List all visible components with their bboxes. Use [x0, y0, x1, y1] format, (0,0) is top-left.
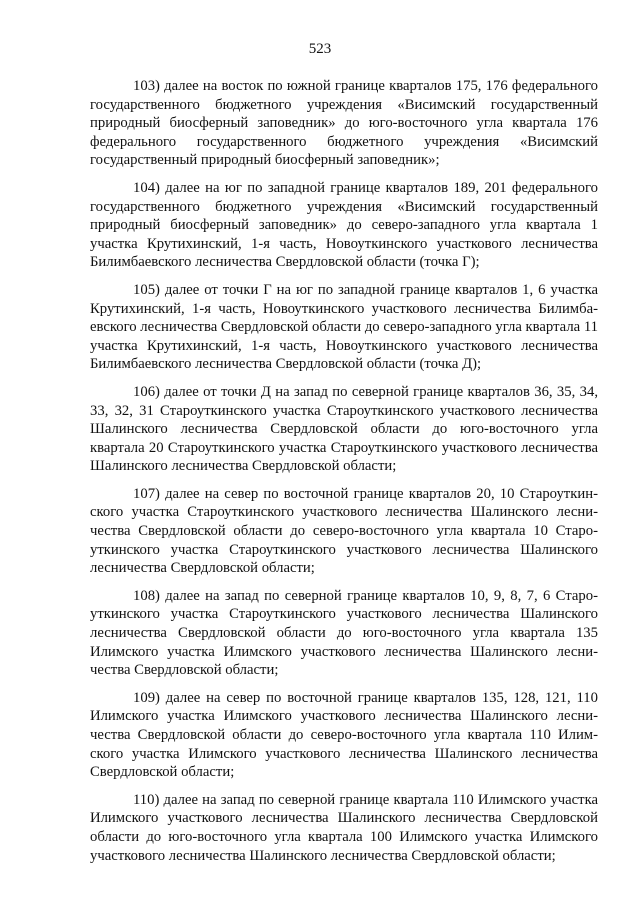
- paragraph-109: 109) далее на север по восточной границе кварталов 135, 128, 121, 110 Илимского участка Илимского участкового лесничества Шалинского лесничества Свердловской области до северо-восточного угла квартала 110 Илимского участка Илимского участкового лесничества Шалинского лесничества Свердловской области;: [90, 689, 598, 781]
- paragraph-104: 104) далее на юг по западной границе кварталов 189, 201 федерального государственного бюджетного учреждения «Висимский государственный природный биосферный заповедник» до северо-западного угла квартала 1 участка Крутихинский, 1-я часть, Новоуткинского участкового лесничества Билимбаевского лесничества Свердловской области (точка Г);: [90, 179, 598, 271]
- paragraph-110: 110) далее на запад по северной границе квартала 110 Илимского участка Илимского участкового лесничества Шалинского лесничества Свердловской области до юго-восточного угла квартала 100 Илимского участка Илимского участкового лесничества Шалинского лесничества Свердловской области;: [90, 791, 598, 864]
- paragraph-106: 106) далее от точки Д на запад по северной границе кварталов 36, 35, 34, 33, 32, 31 Староуткинского участка Староуткинского участкового лесничества Шалинского лесничества Свердловской области до юго-восточного угла квартала 20 Староуткинского участка Староуткинского участкового лесничества Шалинского лесничества Свердловской области;: [90, 383, 598, 475]
- document-body: [90, 77, 598, 874]
- paragraph-107: 107) далее на север по восточной границе кварталов 20, 10 Староуткинского участка Староуткинского участкового лесничества Шалинского лесничества Свердловской области до северо-восточного угла квартала 10 Староуткинского участка Староуткинского участкового лесничества Шалинского лесничества Свердловской области;: [90, 485, 598, 577]
- page-number: 523: [308, 41, 332, 57]
- paragraph-103: 103) далее на восток по южной границе кварталов 175, 176 федерального государственного бюджетного учреждения «Висимский государственный природный биосферный заповедник» до юго-восточного угла квартала 176 федерального государственного бюджетного учреждения «Висимский государственный природный биосферный заповедник»;: [90, 78, 598, 169]
- paragraph-105: 105) далее от точки Г на юг по западной границе кварталов 1, 6 участка Крутихинский, 1-я часть, Новоуткинского участкового лесничества Билимбаевского лесничества Свердловской области до северо-западного угла квартала 11 участка Крутихинский, 1-я часть, Новоуткинского участкового лесничества Билимбаевского лесничества Свердловской области (точка Д);: [90, 281, 598, 373]
- paragraph-108: 108) далее на запад по северной границе кварталов 10, 9, 8, 7, 6 Староуткинского участка Староуткинского участкового лесничества Шалинского лесничества Свердловской области до юго-восточного угла квартала 135 Илимского участка Илимского участкового лесничества Шалинского лесничества Свердловской области;: [90, 587, 598, 679]
